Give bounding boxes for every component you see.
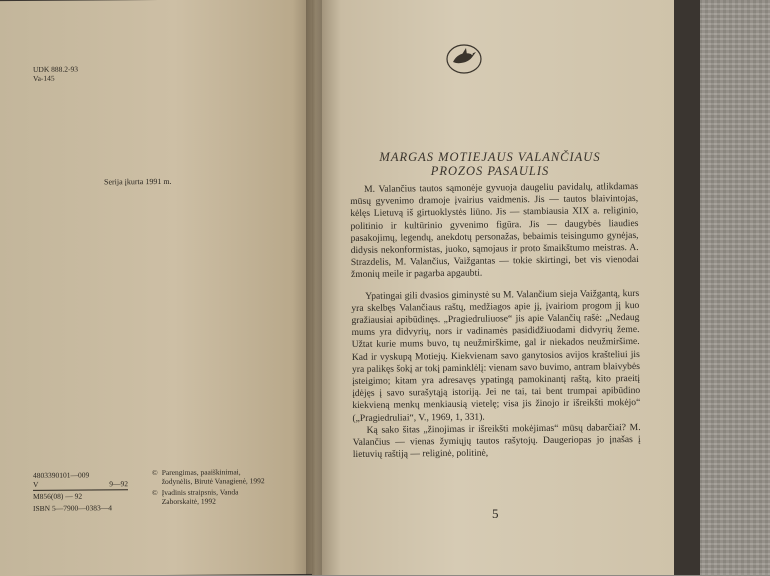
copyright-text: Parengimas, paaiškinimai, žodynėlis, Birutė Vanagienė, 1992 xyxy=(161,467,265,486)
udk-classification xyxy=(33,65,78,83)
series-note: Serija įkurta 1991 m. xyxy=(104,176,172,187)
copyright-block xyxy=(152,467,272,508)
paragraph: M. Valančius tautos sąmonėje gyvuoja daugeliu pavidalų, atlikdamas mūsų gyvenimo dramoje įvairius vaidmenis. Jis — tautos blaivintojas, kėlęs Lietuvą iš girtuoklystės liūno. Jis — stambiausia XIX a. religinio, politinio ir kultūrinio gyvenimo figūra. Jis — daugybės liaudies pasakojimų, legendų, anekdotų personažas, bebaimis teisingumo gynėjas, didysis nekonformistas, juoko, sąmojaus ir proto šmaikštumo meistras. A. Strazdelis, M. Valančius, Vaižgantas — tokie skirtingi, bet vis vienodai žmonių meile ir pagarba apgaubti. xyxy=(350,180,639,281)
code-fraction xyxy=(33,479,128,489)
copyright-entry xyxy=(152,467,272,486)
left-page xyxy=(0,0,318,576)
page-number: 5 xyxy=(492,506,499,521)
isbn: ISBN 5—7900—0383—4 xyxy=(33,503,112,513)
code-line: 4803390101—009 xyxy=(33,470,90,480)
chapter-title-line: PROZOS PASAULIS xyxy=(430,164,550,178)
code-fraction-right: 9—92 xyxy=(109,479,128,489)
copyright-mark: © xyxy=(152,468,158,478)
paragraph: Ypatingai gili dvasios giminystė su M. Valančium sieja Vaižgantą, kurs yra skelbęs Valančiaus raštų, medžiagos apie jį, įvairiom progom jį kuo gražiausiai apibūdinęs. „Pragiedruliuose“ jis apie Valančių rašė: „Nedaug mums yra didvyrių, nors ir vadinamės pasididžiuodami didvyrių žeme. Užtat kurie mums buvo, tų neužmirškime, gal ir niekados neužmiršime. Kad ir vyskupą Motiejų. Kiekvienam savo ganytosios avijos krašteliui jis yra palikęs šokį ar tokį paminklėlį: vienam savo buvimo, antram blaivybės įsteigimo; kitam yra adresavęs ypatingą pamokinantį raštą, kito praeitį įdėjęs į savo surašytąją istoriją. Jei ne tai, tai bent trumpai apibūdino kiekvieną menkų menkiausią vietelę; visa jis žinojo ir išreikšti mokėjo“ („Pragiedruliai“, V., 1969, 1, 331). xyxy=(351,287,641,424)
code-line: M856(08) — 92 xyxy=(33,491,83,501)
book-gutter xyxy=(306,0,322,575)
udk-line: Va-145 xyxy=(33,73,55,83)
bird-logo-icon xyxy=(444,42,484,76)
paragraph: Ką sako šitas „žinojimas ir išreikšti mokėjimas“ mūsų dabarčiai? M. Valančius — vienas žymiųjų tautos rašytojų. Daugeriopas jo įnašas į lietuvių raštiją — religinė, politinė, xyxy=(352,421,641,461)
code-fraction-left: V xyxy=(33,479,39,489)
copyright-text: Įvadinis straipsnis, Vanda Zaborskaitė, 1992 xyxy=(161,487,239,506)
colophon-codes xyxy=(33,470,128,513)
udk-line: UDK 888.2-93 xyxy=(33,64,78,74)
chapter-body xyxy=(350,181,641,461)
copyright-entry xyxy=(152,487,272,506)
chapter-title-line: MARGAS MOTIEJAUS VALANČIAUS xyxy=(379,150,601,164)
chapter-title xyxy=(350,150,630,178)
copyright-mark: © xyxy=(152,488,158,498)
